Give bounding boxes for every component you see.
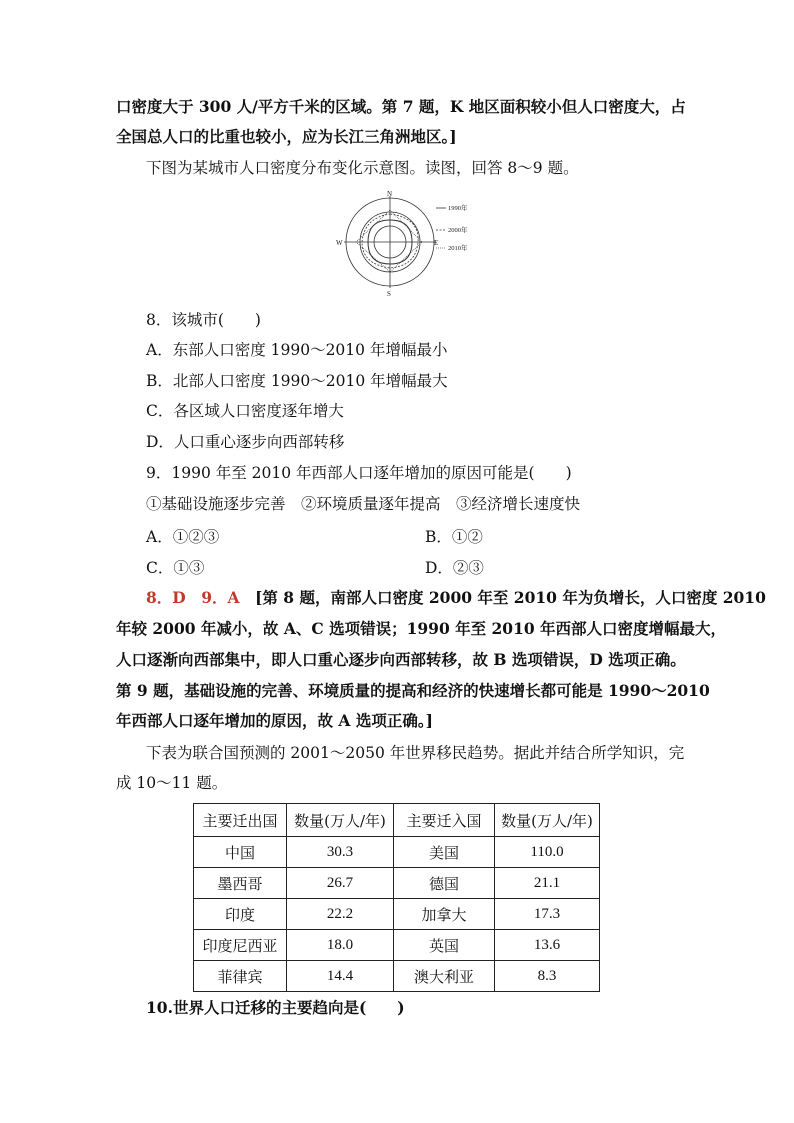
table-row xyxy=(194,868,600,899)
q8-stem: 8．该城市( ) xyxy=(146,311,261,329)
intro-questions-10-11-line-1: 下表为联合国预测的 2001～2050 年世界移民趋势。据此并结合所学知识，完 xyxy=(146,744,685,762)
intro-questions-8-9: 下图为某城市人口密度分布变化示意图。读图，回答 8～9 题。 xyxy=(146,159,579,177)
cell: 印度 xyxy=(194,899,287,930)
cell: 14.4 xyxy=(287,961,394,992)
header-emigration-country: 主要迁出国 xyxy=(194,804,287,837)
cell: 30.3 xyxy=(287,837,394,868)
cell: 澳大利亚 xyxy=(394,961,495,992)
header-immigration-country: 主要迁入国 xyxy=(394,804,495,837)
q9-statements: ①基础设施逐步完善 ②环境质量逐年提高 ③经济增长速度快 xyxy=(146,495,581,513)
cell: 22.2 xyxy=(287,899,394,930)
q8-option-b: B．北部人口密度 1990～2010 年增幅最大 xyxy=(146,372,448,390)
q8-option-c: C．各区域人口密度逐年增大 xyxy=(146,402,344,420)
cell: 菲律宾 xyxy=(194,961,287,992)
answer-8-9-line-5: 年西部人口逐年增加的原因，故 A 选项正确。] xyxy=(116,711,433,730)
migration-table xyxy=(193,803,600,992)
table-row xyxy=(194,837,600,868)
q9-option-b: B．①② xyxy=(425,528,483,546)
q9-option-c: C．①③ xyxy=(146,559,205,577)
header-immigration-amount: 数量(万人/年) xyxy=(495,804,600,837)
population-density-figure xyxy=(332,190,492,300)
table-row xyxy=(194,930,600,961)
cell: 印度尼西亚 xyxy=(194,930,287,961)
cell: 墨西哥 xyxy=(194,868,287,899)
cell: 中国 xyxy=(194,837,287,868)
answer-8-9-line-2: 年较 2000 年减小，故 A、C 选项错误；1990 年至 2010 年西部人口密度增幅最大， xyxy=(116,619,727,638)
cell: 110.0 xyxy=(495,837,600,868)
cell: 17.3 xyxy=(495,899,600,930)
legend-1990: 1990年 xyxy=(448,205,468,212)
cell: 8.3 xyxy=(495,961,600,992)
q8-option-a: A．东部人口密度 1990～2010 年增幅最小 xyxy=(146,341,448,359)
answer-8-9-line-4: 第 9 题，基础设施的完善、环境质量的提高和经济的快速增长都可能是 1990～2010 xyxy=(116,681,710,700)
cell: 美国 xyxy=(394,837,495,868)
legend-2010: 2010年 xyxy=(448,245,468,252)
intro-questions-10-11-line-2: 成 10～11 题。 xyxy=(116,774,228,792)
answer-8-9-line-1 xyxy=(146,588,766,608)
legend-2000: 2000年 xyxy=(448,227,468,234)
cell: 加拿大 xyxy=(394,899,495,930)
cell: 21.1 xyxy=(495,868,600,899)
table-row xyxy=(194,899,600,930)
prev-answer-line-1: 口密度大于 300 人/平方千米的区域。第 7 题，K 地区面积较小但人口密度大，占 xyxy=(116,97,686,116)
q9-option-d: D．②③ xyxy=(425,559,484,577)
compass-west: W xyxy=(336,239,343,247)
q8-option-d: D．人口重心逐步向西部转移 xyxy=(146,433,345,451)
q9-option-a: A．①②③ xyxy=(146,528,220,546)
answer-key: 8．D 9．A xyxy=(146,588,240,607)
q10-stem: 10.世界人口迁移的主要趋向是( ) xyxy=(146,998,405,1017)
compass-east: E xyxy=(434,239,439,247)
cell: 26.7 xyxy=(287,868,394,899)
cell: 13.6 xyxy=(495,930,600,961)
table-header-row xyxy=(194,804,600,837)
prev-answer-line-2: 全国总人口的比重也较小，应为长江三角洲地区。] xyxy=(116,127,457,146)
compass-south: S xyxy=(387,290,391,298)
q9-stem: 9．1990 年至 2010 年西部人口逐年增加的原因可能是( ) xyxy=(146,464,572,482)
cell: 18.0 xyxy=(287,930,394,961)
compass-north: N xyxy=(387,190,393,198)
table-row xyxy=(194,961,600,992)
cell: 德国 xyxy=(394,868,495,899)
answer-8-9-text-1: [第 8 题，南部人口密度 2000 年至 2010 年为负增长，人口密度 2010 xyxy=(255,588,766,607)
header-emigration-amount: 数量(万人/年) xyxy=(287,804,394,837)
answer-8-9-line-3: 人口逐渐向西部集中，即人口重心逐步向西部转移，故 B 选项错误，D 选项正确。 xyxy=(116,650,686,669)
cell: 英国 xyxy=(394,930,495,961)
